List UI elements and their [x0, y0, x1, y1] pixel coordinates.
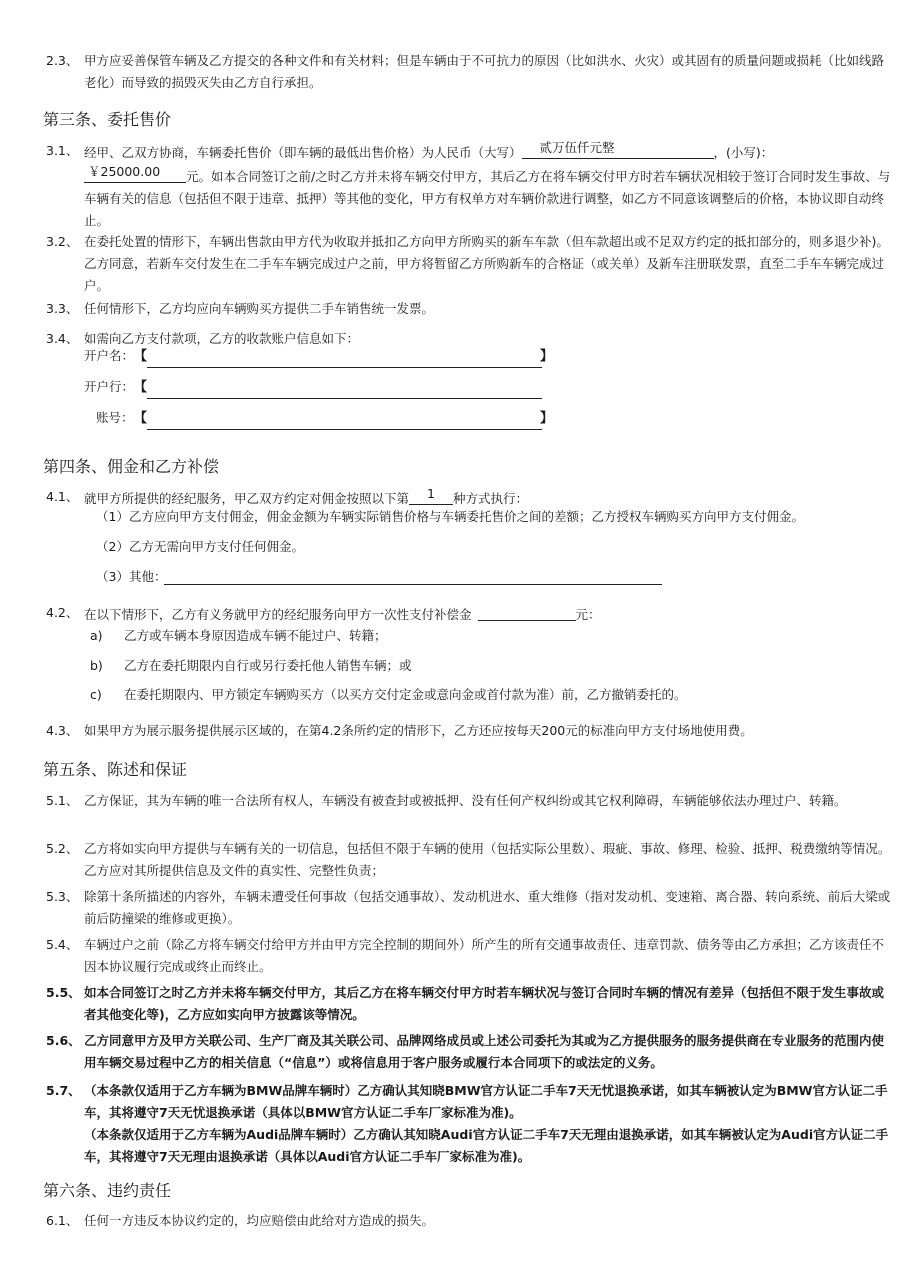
clause-4-1 [46, 486, 892, 508]
heading-article-3: 第三条、委托售价 [43, 110, 172, 129]
clause-text-a: 就甲方所提供的经纪服务，甲乙双方约定对佣金按照以下第 [84, 491, 410, 506]
clause-text-b: 种方式执行： [453, 491, 529, 506]
account-name-label: 开户名： [84, 348, 135, 363]
condition-text-c: 在委托期限内、甲方锁定车辆购买方（以买方交付定金或意向金或首付款为准）前，乙方撤销委托的。 [124, 687, 687, 702]
clause-text: 在委托处置的情形下，车辆出售款由甲方代为收取并抵扣乙方向甲方所购买的新车车款（但车款超出或不足双方约定的抵扣部分的，则多退少补)。乙方同意，若新车交付发生在二手车车辆完成过户之前，甲方将暂留乙方所购新车的合格证（或关单）及新车注册联发票，直至二手车车辆完成过户。 [84, 234, 889, 293]
account-name-left-bracket: 【 [134, 349, 148, 364]
bank-label: 开户行： [84, 379, 135, 394]
clause-number: 5.2、 [46, 841, 79, 856]
commission-other-line [164, 584, 662, 585]
account-number-right-bracket: 】 [540, 411, 554, 426]
clause-number: 6.1、 [46, 1213, 79, 1228]
condition-text-b: 乙方在委托期限内自行或另行委托他人销售车辆；或 [124, 658, 412, 673]
clause-number: 4.1、 [46, 489, 79, 504]
clause-number: 3.1、 [46, 143, 79, 158]
price-lower-field [84, 166, 186, 183]
condition-key-a: a) [90, 628, 103, 643]
clause-number: 5.4、 [46, 937, 79, 952]
clause-text-bmw: （本条款仅适用于乙方车辆为BMW品牌车辆时）乙方确认其知晓BMW官方认证二手车7天无忧退换承诺，如其车辆被认定为BMW官方认证二手车，其将遵守7天无忧退换承诺（具体以BMW官方认证二手车厂家标准为准)。 [84, 1083, 888, 1120]
heading-article-6: 第六条、违约责任 [43, 1181, 172, 1200]
heading-article-5: 第五条、陈述和保证 [43, 760, 188, 779]
clause-text-c: 元。如本合同签订之前/之时乙方并未将车辆交付甲方，其后乙方在将车辆交付甲方时若车辆状况相较于签订合同时发生事故、与车辆有关的信息（包括但不限于违章、抵押）等其他的变化，甲方有权单方对车辆价款进行调整，如乙方不同意该调整后的价格，本协议即自动终止。 [84, 169, 891, 228]
clause-number: 5.3、 [46, 889, 79, 904]
clause-text: 乙方保证，其为车辆的唯一合法所有权人，车辆没有被查封或被抵押、没有任何产权纠纷或其它权利障碍，车辆能够依法办理过户、转籍。 [84, 793, 847, 808]
clause-number: 5.5、 [46, 985, 81, 1000]
bank-left-bracket: 【 [134, 380, 148, 395]
heading-article-4: 第四条、佣金和乙方补偿 [43, 457, 220, 476]
clause-text: 乙方同意甲方及甲方关联公司、生产厂商及其关联公司、品牌网络成员或上述公司委托为其或为乙方提供服务的服务提供商在专业服务的范围内使用车辆交易过程中乙方的相关信息（“信息”）或将信息用于客户服务或履行本合同项下的或法定的义务。 [84, 1033, 885, 1070]
clause-number: 3.2、 [46, 234, 79, 249]
clause-text: 乙方将如实向甲方提供与车辆有关的一切信息，包括但不限于车辆的使用（包括实际公里数）、瑕疵、事故、修理、检验、抵押、税费缴纳等情况。乙方应对其所提供信息及文件的真实性、完整性负责； [84, 841, 891, 878]
clause-number: 4.3、 [46, 723, 79, 738]
clause-text: 任何情形下，乙方均应向车辆购买方提供二手车销售统一发票。 [84, 301, 435, 316]
condition-text-a: 乙方或车辆本身原因造成车辆不能过户、转籍； [124, 628, 387, 643]
clause-text: 如本合同签订之时乙方并未将车辆交付甲方，其后乙方在将车辆交付甲方时若车辆状况与签订合同时车辆的情况有差异（包括但不限于发生事故或者其他变化等)，乙方应如实向甲方披露该等情况。 [84, 985, 885, 1022]
clause-number: 5.6、 [46, 1033, 81, 1048]
clause-text: 甲方应妥善保管车辆及乙方提交的各种文件和有关材料；但是车辆由于不可抗力的原因（比如洪水、火灾）或其固有的质量问题或损耗（比如线路老化）而导致的损毁灭失由乙方自行承担。 [84, 53, 885, 90]
clause-number: 2.3、 [46, 53, 79, 68]
clause-text: 如果甲方为展示服务提供展示区域的，在第4.2条所约定的情形下，乙方还应按每天200元的标准向甲方支付场地使用费。 [84, 723, 753, 738]
account-name-line [147, 367, 542, 368]
condition-key-b: b) [90, 658, 103, 673]
clause-3-1 [46, 140, 892, 228]
condition-key-c: c) [90, 687, 102, 702]
compensation-amount-field [478, 604, 576, 621]
account-name-right-bracket: 】 [540, 349, 554, 364]
commission-option-1: （1）乙方应向甲方支付佣金，佣金金额为车辆实际销售价格与车辆委托售价之间的差额；乙方授权车辆购买方向甲方支付佣金。 [96, 509, 804, 524]
bank-line [147, 398, 542, 399]
clause-4-2 [46, 602, 892, 624]
clause-number: 3.4、 [46, 331, 79, 346]
price-lower-value: ￥25000.00 [88, 164, 161, 179]
price-upper-value: 贰万伍仟元整 [539, 140, 615, 155]
clause-number: 4.2、 [46, 605, 79, 620]
clause-text-audi: （本条款仅适用于乙方车辆为Audi品牌车辆时）乙方确认其知晓Audi官方认证二手车7天无理由退换承诺，如其车辆被认定为Audi官方认证二手车，其将遵守7天无理由退换承诺（具体以Audi官方认证二手车厂家标准为准)。 [84, 1127, 889, 1164]
commission-option-3: （3）其他： [96, 569, 167, 584]
commission-choice-field [409, 488, 453, 505]
clause-number: 3.3、 [46, 301, 79, 316]
clause-text: 任何一方违反本协议约定的，均应赔偿由此给对方造成的损失。 [84, 1213, 435, 1228]
clause-number: 5.1、 [46, 793, 79, 808]
clause-text-b: ，(小写)： [713, 145, 774, 160]
account-number-left-bracket: 【 [134, 411, 148, 426]
price-upper-field [522, 142, 714, 159]
clause-text: 车辆过户之前（除乙方将车辆交付给甲方并由甲方完全控制的期间外）所产生的所有交通事故责任、违章罚款、债务等由乙方承担；乙方该责任不因本协议履行完成或终止而终止。 [84, 937, 885, 974]
clause-text: 除第十条所描述的内容外，车辆未遭受任何事故（包括交通事故）、发动机进水、重大维修（指对发动机、变速箱、离合器、转向系统、前后大梁或前后防撞梁的维修或更换）。 [84, 889, 891, 926]
commission-option-2: （2）乙方无需向甲方支付任何佣金。 [96, 539, 304, 554]
clause-number: 5.7、 [46, 1083, 81, 1098]
clause-text: 如需向乙方支付款项，乙方的收款账户信息如下： [84, 331, 360, 346]
account-number-line [147, 429, 542, 430]
clause-text-a: 经甲、乙双方协商，车辆委托售价（即车辆的最低出售价格）为人民币（大写） [84, 145, 522, 160]
commission-choice-value: 1 [427, 486, 435, 501]
clause-text-a: 在以下情形下，乙方有义务就甲方的经纪服务向甲方一次性支付补偿金 [84, 607, 472, 622]
clause-text-b: 元： [575, 607, 601, 622]
account-number-label: 账号： [96, 410, 134, 425]
